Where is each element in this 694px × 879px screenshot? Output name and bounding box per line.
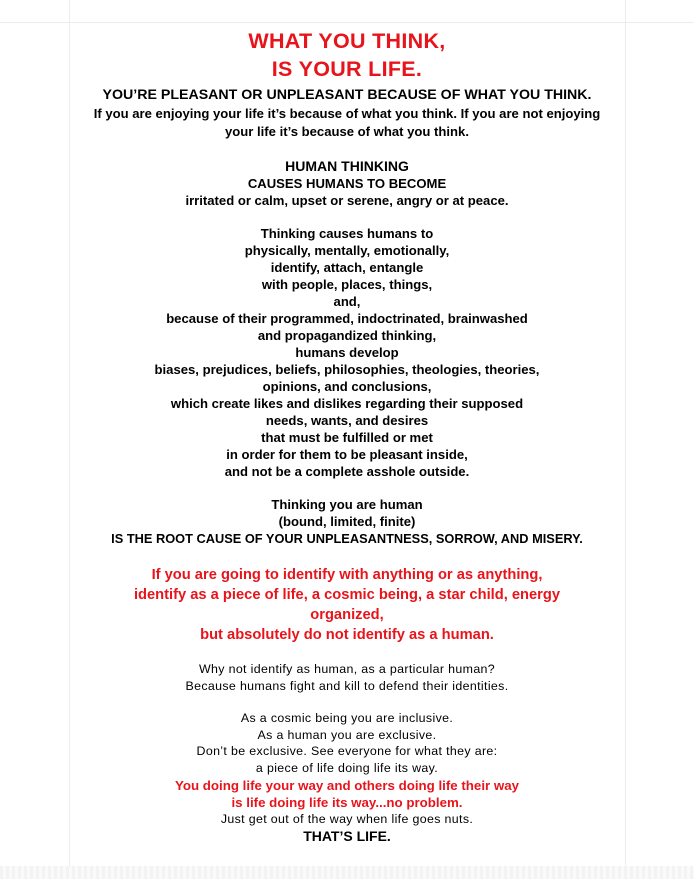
document-body (0, 27, 694, 846)
title-line-1: WHAT YOU THINK, (248, 29, 446, 53)
section3-line-2: (bound, limited, finite) (278, 514, 416, 529)
red-block-line: identify as a piece of life, a cosmic being, a star child, energy (133, 587, 561, 603)
page-bottom-edge (0, 866, 694, 879)
red-block-line: If you are going to identify with anything or as anything, (151, 567, 543, 583)
section2-line: needs, wants, and desires (265, 413, 429, 428)
intro-line-1: If you are enjoying your life it’s because of what you think. If you are not enjoying (93, 106, 601, 121)
section2-line: because of their programmed, indoctrinated, brainwashed (166, 311, 528, 326)
question-line-1: Why not identify as human, as a particular human? (198, 662, 496, 676)
section2-line: physically, mentally, emotionally, (244, 243, 450, 258)
intro-line-2: your life it’s because of what you think. (225, 124, 469, 139)
subheading: YOU’RE PLEASANT OR UNPLEASANT BECAUSE OF WHAT YOU THINK. (102, 87, 592, 103)
question-line-2: Because humans fight and kill to defend their identities. (185, 678, 509, 693)
final-statement: THAT’S LIFE. (303, 828, 391, 845)
section2-line: and propagandized thinking, (257, 328, 437, 343)
title-line-2: IS YOUR LIFE. (271, 57, 423, 81)
section2-line: biases, prejudices, beliefs, philosophies, theologies, theories, (154, 362, 540, 377)
section2-line: and not be a complete asshole outside. (224, 464, 470, 479)
section2-line: with people, places, things, (261, 277, 433, 292)
closing-line: Don’t be exclusive. See everyone for what they are: (196, 744, 498, 759)
section2-line: that must be fulfilled or met (261, 430, 433, 445)
section2-line: Thinking causes humans to (260, 226, 434, 241)
section1-line-2: irritated or calm, upset or serene, angry or at peace. (185, 193, 509, 208)
section3-line-1: Thinking you are human (271, 497, 423, 512)
red-block-line: but absolutely do not identify as a human. (200, 627, 494, 643)
section-heading-human-thinking: HUMAN THINKING (285, 158, 409, 174)
closing-red-line-1: You doing life your way and others doing life their way (174, 777, 520, 793)
section2-line: in order for them to be pleasant inside, (226, 447, 468, 462)
root-cause-statement: IS THE ROOT CAUSE OF YOUR UNPLEASANTNESS, SORROW, AND MISERY. (111, 531, 583, 546)
section2-line: opinions, and conclusions, (262, 379, 432, 394)
red-block-line: organized, (310, 607, 384, 623)
section2-line: identify, attach, entangle (270, 260, 424, 275)
closing-line: As a human you are exclusive. (257, 727, 437, 742)
section2-line: and, (333, 294, 361, 309)
closing-tail: Just get out of the way when life goes nuts. (220, 811, 474, 826)
closing-line: a piece of life doing life its way. (255, 760, 439, 775)
section2-line: humans develop (295, 345, 399, 360)
section1-line-1: CAUSES HUMANS TO BECOME (247, 176, 447, 191)
closing-red-line-2: is life doing life its way...no problem. (231, 794, 463, 810)
margin-guide-top (0, 22, 694, 23)
section2-line: which create likes and dislikes regarding their supposed (170, 396, 524, 411)
closing-line: As a cosmic being you are inclusive. (240, 711, 454, 726)
